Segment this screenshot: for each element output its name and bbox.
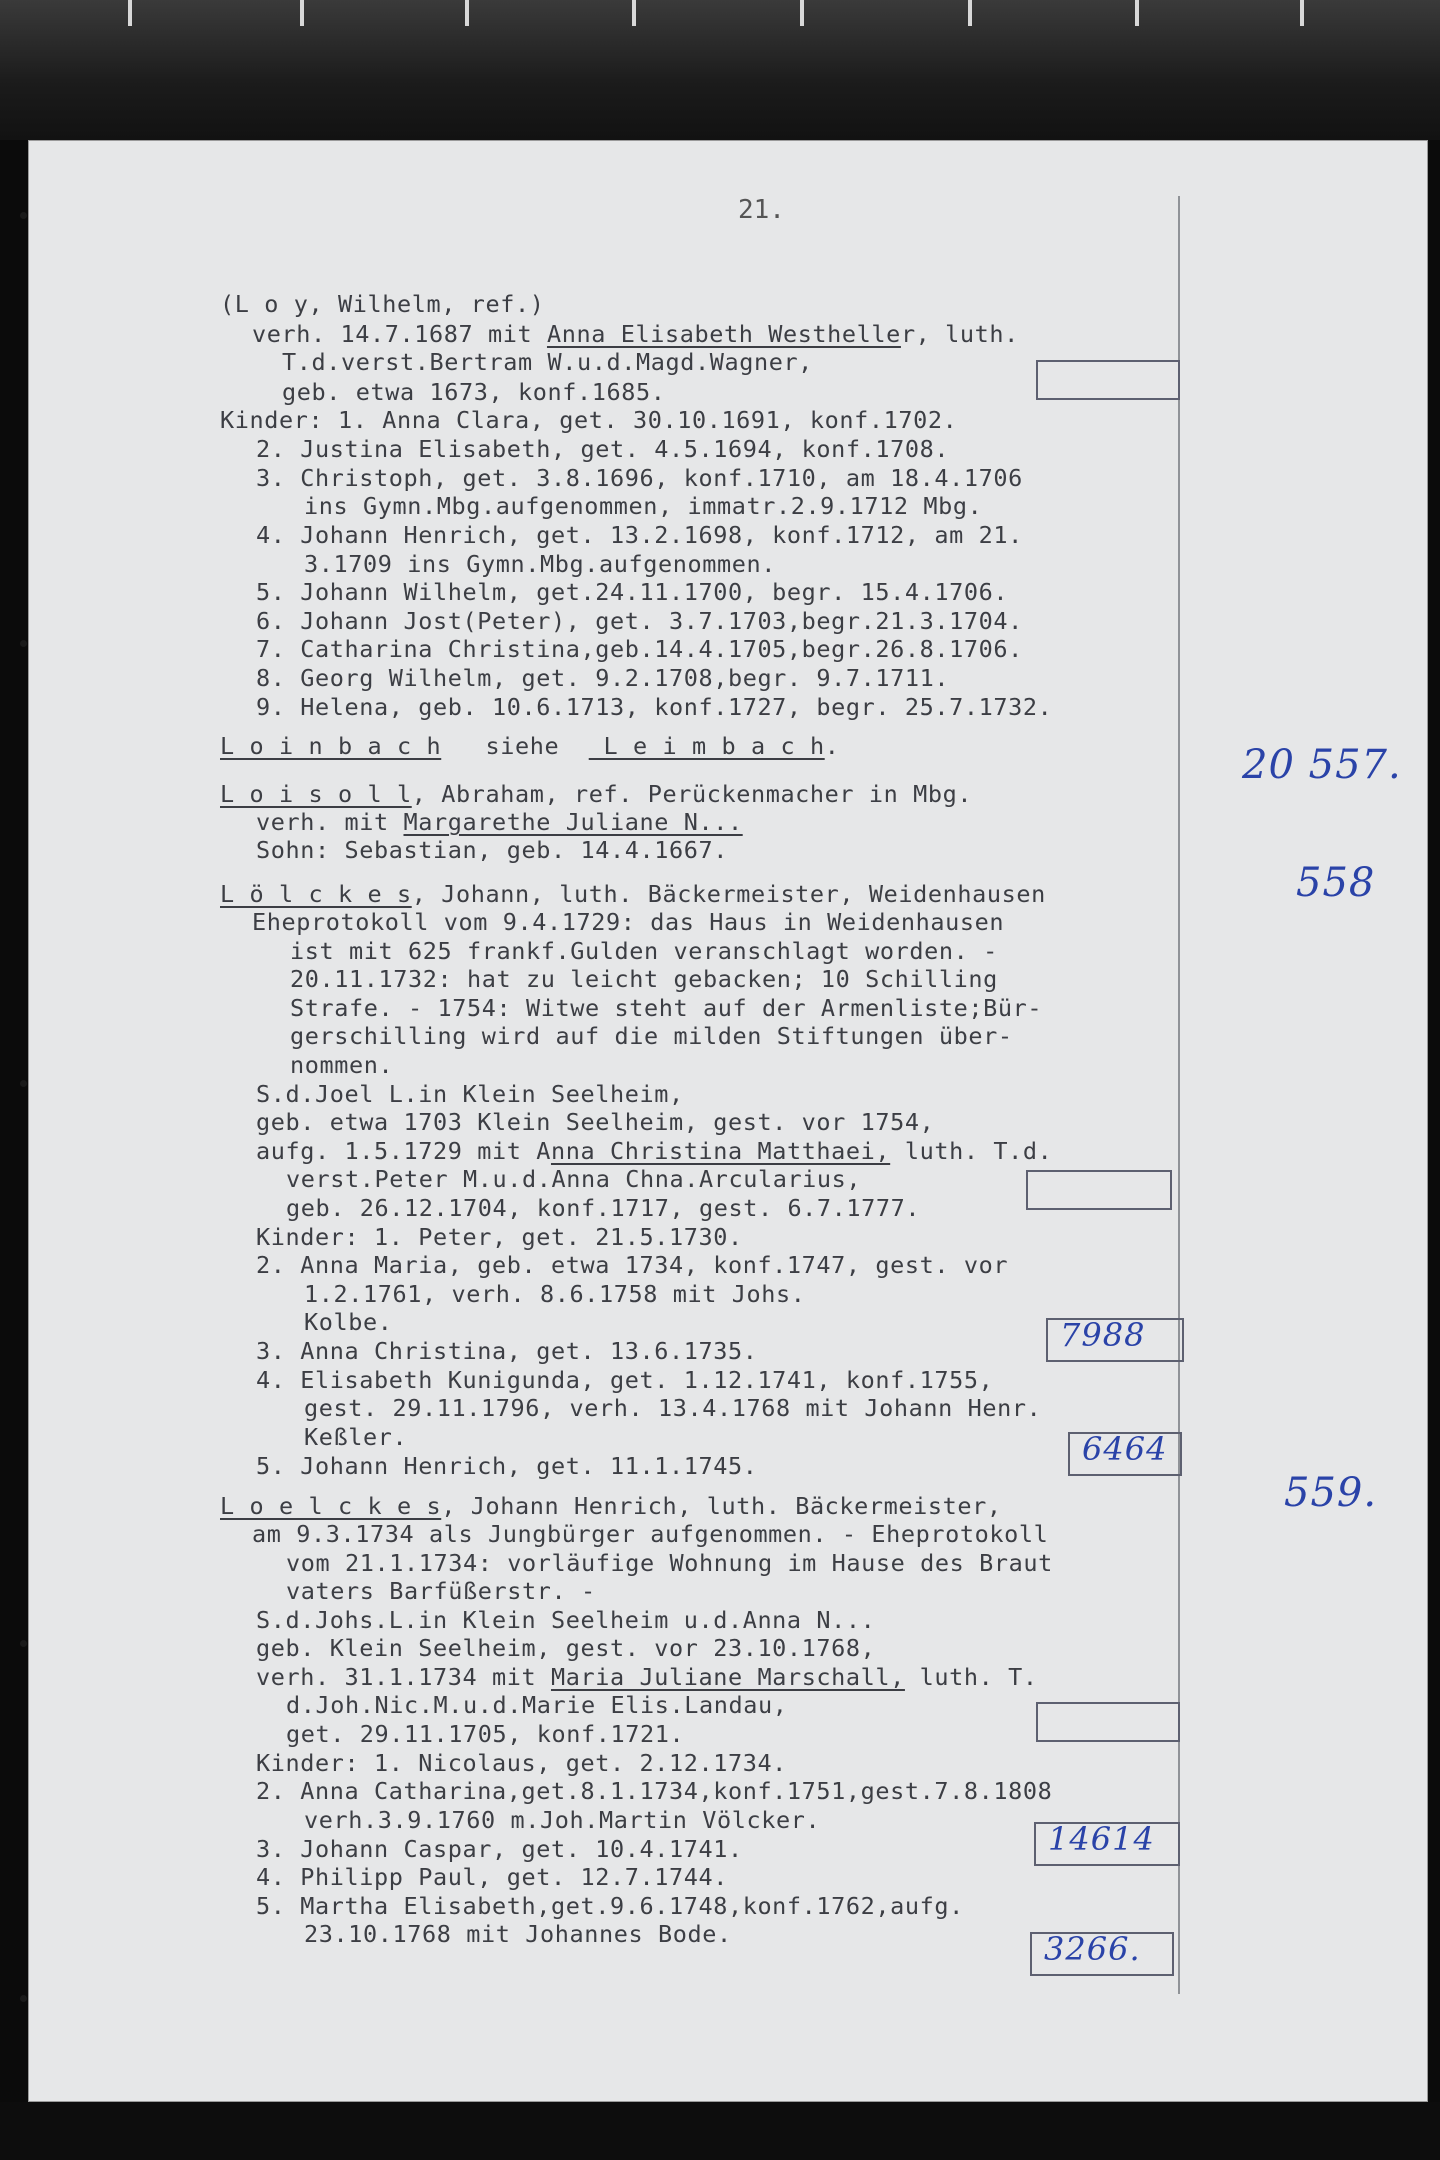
punch-mark [20,212,27,219]
text-line: 6. Johann Jost(Peter), get. 3.7.1703,begr.21.3.1704. [256,607,1023,635]
text-line: 4. Philipp Paul, get. 12.7.1744. [256,1863,728,1891]
text-line: 2. Justina Elisabeth, get. 4.5.1694, konf.1708. [256,435,950,463]
text-line: 20.11.1732: hat zu leicht gebacken; 10 Schilling [290,965,998,993]
text-line: S.d.Joel L.in Klein Seelheim, [256,1080,684,1108]
text-line: Kolbe. [304,1308,393,1336]
text-line: 2. Anna Catharina,get.8.1.1734,konf.1751,gest.7.8.1808 [256,1777,1053,1805]
reference-box [1036,360,1180,400]
text-line: T.d.verst.Bertram W.u.d.Magd.Wagner, [282,348,813,376]
text-line: 23.10.1768 mit Johannes Bode. [304,1920,732,1948]
text-line: 8. Georg Wilhelm, get. 9.2.1708,begr. 9.7.1711. [256,664,950,692]
text-line: L o e l c k e s, Johann Henrich, luth. Bäckermeister, [220,1492,1002,1520]
reference-box [1036,1702,1180,1742]
text-line: 5. Martha Elisabeth,get.9.6.1748,konf.1762,aufg. [256,1892,964,1920]
text-line: (L o y, Wilhelm, ref.) [220,290,545,318]
handwritten-box-number: 14614 [1048,1820,1155,1858]
text-line: 1.2.1761, verh. 8.6.1758 mit Johs. [304,1280,806,1308]
reference-box [1026,1170,1172,1210]
handwritten-box-number: 6464 [1082,1430,1168,1468]
text-line: vaters Barfüßerstr. - [286,1577,596,1605]
page-number: 21. [738,195,785,225]
text-line: 9. Helena, geb. 10.6.1713, konf.1727, begr. 25.7.1732. [256,693,1053,721]
text-line: Kinder: 1. Peter, get. 21.5.1730. [256,1223,743,1251]
text-line: get. 29.11.1705, konf.1721. [286,1720,685,1748]
text-line: geb. Klein Seelheim, gest. vor 23.10.1768, [256,1634,876,1662]
punch-mark [20,1995,27,2002]
text-line: ist mit 625 frankf.Gulden veranschlagt worden. - [290,937,998,965]
text-line: verh. mit Margarethe Juliane N... [256,808,743,836]
text-line: aufg. 1.5.1729 mit Anna Christina Matthaei, luth. T.d. [256,1137,1053,1165]
text-line: Strafe. - 1754: Witwe steht auf der Armenliste;Bür- [290,994,1043,1022]
text-line: 4. Elisabeth Kunigunda, get. 1.12.1741, konf.1755, [256,1366,994,1394]
text-line: L o i s o l l, Abraham, ref. Perückenmacher in Mbg. [220,780,973,808]
handwritten-box-number: 7988 [1060,1316,1146,1354]
text-line: nommen. [290,1051,394,1079]
text-line: Kinder: 1. Nicolaus, get. 2.12.1734. [256,1749,787,1777]
text-line: Kinder: 1. Anna Clara, get. 30.10.1691, konf.1702. [220,406,958,434]
text-line: 7. Catharina Christina,geb.14.4.1705,begr.26.8.1706. [256,635,1023,663]
text-line: 5. Johann Henrich, get. 11.1.1745. [256,1452,758,1480]
handwritten-box-number: 3266. [1044,1930,1141,1968]
text-line: verst.Peter M.u.d.Anna Chna.Arcularius, [286,1165,862,1193]
text-line: 4. Johann Henrich, get. 13.2.1698, konf.1712, am 21. [256,521,1023,549]
text-line: S.d.Johs.L.in Klein Seelheim u.d.Anna N... [256,1606,876,1634]
text-line: 3. Anna Christina, get. 13.6.1735. [256,1337,758,1365]
text-line: geb. etwa 1673, konf.1685. [282,378,666,406]
text-line: gest. 29.11.1796, verh. 13.4.1768 mit Johann Henr. [304,1394,1042,1422]
text-line: verh.3.9.1760 m.Joh.Martin Völcker. [304,1806,821,1834]
punch-mark [20,640,27,647]
text-line: Eheprotokoll vom 9.4.1729: das Haus in Weidenhausen [252,908,1005,936]
scanner-ruler-ticks [0,0,1440,30]
text-line: L ö l c k e s, Johann, luth. Bäckermeister, Weidenhausen [220,880,1046,908]
handwritten-reference-number: 20 557. [1242,742,1402,788]
text-line: gerschilling wird auf die milden Stiftungen über- [290,1022,1013,1050]
punch-mark [20,1080,27,1087]
text-line: am 9.3.1734 als Jungbürger aufgenommen. - Eheprotokoll [252,1520,1049,1548]
scanner-background-top [0,0,1440,140]
scanner-background-bottom [0,2102,1440,2160]
text-line: verh. 31.1.1734 mit Maria Juliane Marschall, luth. T. [256,1663,1038,1691]
text-line: ins Gymn.Mbg.aufgenommen, immatr.2.9.1712 Mbg. [304,492,983,520]
punch-mark [20,1640,27,1647]
text-line: d.Joh.Nic.M.u.d.Marie Elis.Landau, [286,1691,788,1719]
text-line: geb. 26.12.1704, konf.1717, gest. 6.7.1777. [286,1194,921,1222]
text-line: L o i n b a c h siehe L e i m b a c h. [220,732,840,760]
text-line: 3. Christoph, get. 3.8.1696, konf.1710, am 18.4.1706 [256,464,1023,492]
text-line: 2. Anna Maria, geb. etwa 1734, konf.1747, gest. vor [256,1251,1009,1279]
text-line: Sohn: Sebastian, geb. 14.4.1667. [256,836,728,864]
text-line: verh. 14.7.1687 mit Anna Elisabeth Westheller, luth. [252,320,1019,348]
handwritten-reference-number: 558 [1296,860,1376,906]
text-line: 5. Johann Wilhelm, get.24.11.1700, begr. 15.4.1706. [256,578,1009,606]
text-line: geb. etwa 1703 Klein Seelheim, gest. vor 1754, [256,1108,935,1136]
text-line: 3.1709 ins Gymn.Mbg.aufgenommen. [304,550,776,578]
text-line: 3. Johann Caspar, get. 10.4.1741. [256,1835,743,1863]
text-line: vom 21.1.1734: vorläufige Wohnung im Hause des Braut [286,1549,1053,1577]
text-line: Keßler. [304,1423,408,1451]
handwritten-reference-number: 559. [1284,1470,1378,1516]
